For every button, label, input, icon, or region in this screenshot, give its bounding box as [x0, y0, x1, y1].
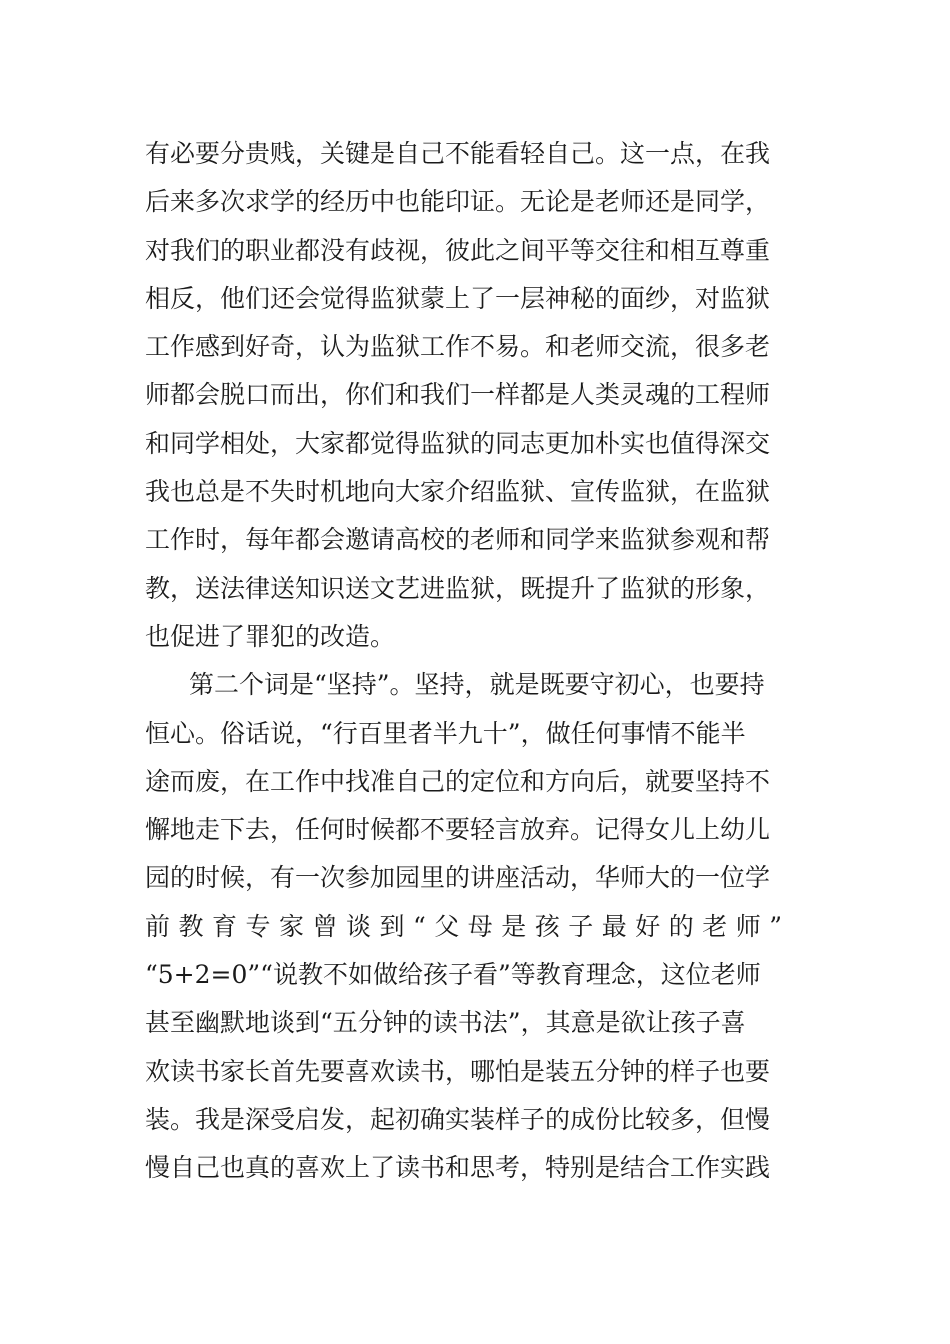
- text-line: 对我们的职业都没有歧视，彼此之间平等交往和相互尊重: [145, 235, 771, 265]
- text-line: 园的时候，有一次参加园里的讲座活动，华师大的一位学: [145, 863, 771, 893]
- text-line: 后来多次求学的经历中也能印证。无论是老师还是同学，: [145, 187, 771, 217]
- text-line: 慢自己也真的喜欢上了读书和思考，特别是结合工作实践: [145, 1153, 771, 1183]
- text-line: 工作时，每年都会邀请高校的老师和同学来监狱参观和帮: [145, 525, 771, 555]
- text-line: 有必要分贵贱，关键是自己不能看轻自己。这一点，在我: [145, 139, 771, 168]
- text-line: 和同学相处，大家都觉得监狱的同志更加朴实也值得深交: [145, 428, 771, 458]
- text-line: 我也总是不失时机地向大家介绍监狱、宣传监狱，在监狱: [145, 477, 771, 507]
- text-line: 欢读书家长首先要喜欢读书，哪怕是装五分钟的样子也要: [145, 1056, 771, 1086]
- body-text: [145, 130, 825, 1193]
- text-line: 工作感到好奇，认为监狱工作不易。和老师交流，很多老: [145, 332, 771, 362]
- text-line: 装。我是深受启发，起初确实装样子的成份比较多，但慢: [145, 1104, 771, 1134]
- text-line: 前教育专家曾谈到“父母是孩子最好的老师”: [145, 911, 791, 941]
- text-line: 师都会脱口而出，你们和我们一样都是人类灵魂的工程师: [145, 380, 771, 410]
- text-line: 途而废，在工作中找准自己的定位和方向后，就要坚持不: [145, 766, 771, 796]
- text-line: 恒心。俗话说，“行百里者半九十”，做任何事情不能半: [145, 718, 746, 748]
- text-line: 甚至幽默地谈到“五分钟的读书法”，其意是欲让孩子喜: [145, 1008, 746, 1038]
- text-line: 懈地走下去，任何时候都不要轻言放弃。记得女儿上幼儿: [145, 815, 771, 845]
- text-line: “5+2=0”“说教不如做给孩子看”等教育理念，这位老师: [145, 960, 761, 990]
- text-line: 也促进了罪犯的改造。: [145, 621, 396, 651]
- text-line: 相反，他们还会觉得监狱蒙上了一层神秘的面纱，对监狱: [145, 283, 771, 313]
- text-line: 教，送法律送知识送文艺进监狱，既提升了监狱的形象，: [145, 573, 771, 603]
- paragraph-start-line: 第二个词是“坚持”。坚持，就是既要守初心，也要持: [189, 670, 765, 700]
